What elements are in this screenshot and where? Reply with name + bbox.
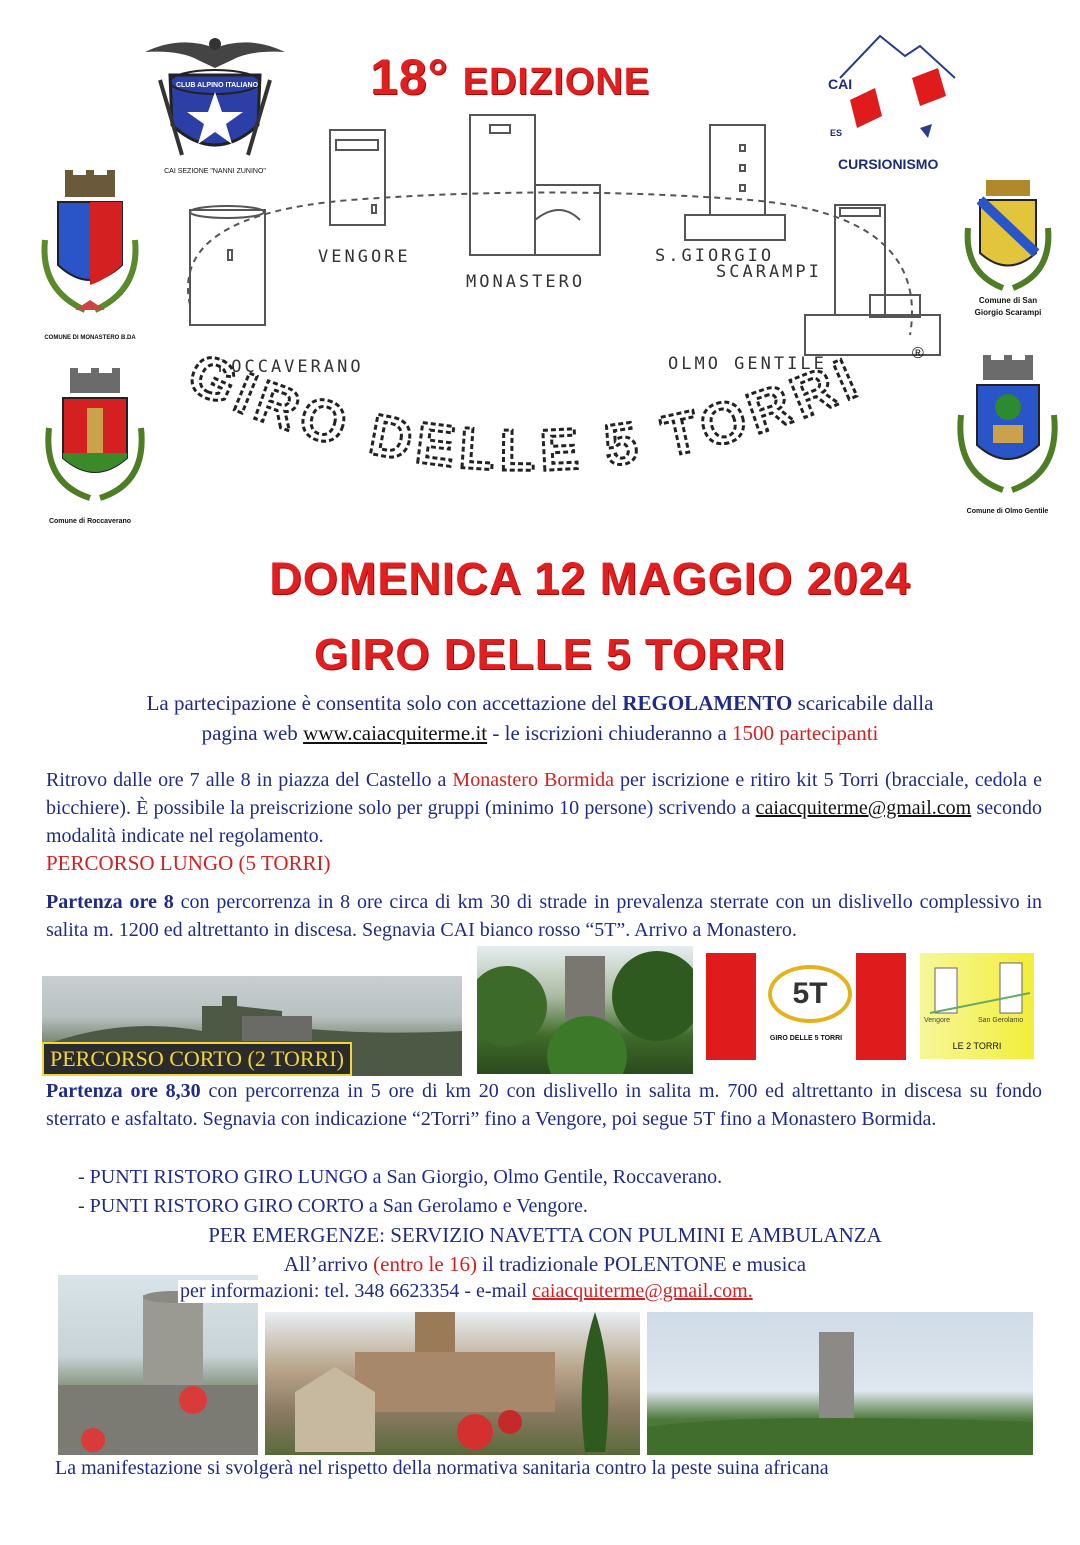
tower-label-vengore: VENGORE [318,247,411,267]
sign-le-2-torri: LE 2 TORRI [952,1041,1002,1051]
crest-olmo-gentile [945,355,1070,525]
es-label: ES [830,128,843,138]
participants-limit: 1500 partecipanti [732,721,879,745]
sign-5t [706,953,906,1060]
lungo-start-time: Partenza ore 8 [46,891,174,913]
intro-web-text: pagina web [201,721,304,745]
email-link[interactable]: caiacquiterme@gmail.com [755,797,972,819]
square-tower-icon [647,1312,1033,1455]
crest-san-giorgio-caption-2: Giorgio Scarampi [974,308,1042,317]
arc-title [150,340,950,540]
sign-san-gerolamo: San Gerolamo [978,1017,1024,1024]
intro-closing-text: - le iscrizioni chiuderanno a [487,721,733,745]
tower-label-monastero: MONASTERO [466,272,586,292]
sign-2-torri [920,953,1034,1059]
edition-word: EDIZIONE [462,61,651,103]
cai-label: CAI [828,76,853,92]
contact-email-link[interactable]: caiacquiterme@gmail.com. [532,1280,753,1302]
coat-of-arms-icon [958,178,1058,296]
arrival-notice [0,1252,1080,1277]
website-link[interactable]: www.caiacquiterme.it [303,721,488,745]
ritrovo-text: Ritrovo dalle ore 7 alle 8 in piazza del Castello a [46,769,453,791]
tower-label-s-giorgio: S.GIORGIO [655,246,775,266]
crest-monastero-caption: COMUNE DI MONASTERO B.DA [44,335,136,341]
tower-label-roccaverano: ROCCAVERANO [218,357,364,377]
percorso-lungo-heading: PERCORSO LUNGO (5 TORRI) [46,851,331,875]
escursionismo-label: CURSIONISMO [838,156,939,172]
logo-5t: 5T [768,965,852,1023]
tower-label-scarampi: SCARAMPI [716,262,822,282]
intro-line-2 [0,718,1080,748]
crest-roccaverano [35,368,155,538]
intro-line-1 [0,688,1080,718]
arrival-text-2: il tradizionale POLENTONE e musica [476,1252,807,1276]
crest-olmo-gentile-caption: Comune di Olmo Gentile [966,508,1049,515]
cai-emblem-text: CLUB ALPINO ITALIANO [175,82,259,89]
photo-castle-landscape [42,976,462,1076]
ritrovo-text-3: secondo modalità indicate nel regolamento. [46,797,1042,847]
intro-text-end: scaricabile dalla [792,691,934,715]
edition-title [370,48,650,106]
emergency-notice: PER EMERGENZE: SERVIZIO NAVETTA CON PULMINI E AMBULANZA [208,1223,882,1247]
intro-text: La partecipazione è consentita solo con accettazione del [146,691,623,715]
arrival-text: All’arrivo [283,1252,374,1276]
tower-trees-icon [477,946,693,1074]
logo-5t-caption: GIRO DELLE 5 TORRI [769,1035,843,1042]
ritrovo-text-2: per iscrizione e ritiro kit 5 Torri (bracciale, cedola e bicchiere). È possibile la preiscrizione solo per gruppi (minimo 10 persone) scrivendo a [46,769,1042,819]
two-towers-icon [920,953,1034,1023]
registered-mark: ® [912,345,924,362]
sign-vengore: Vengore [924,1017,951,1024]
photo-vengore-tower [647,1312,1033,1455]
crest-san-giorgio-caption-1: Comune di San [978,296,1038,305]
event-date: DOMENICA 12 MAGGIO 2024 [269,553,911,604]
contact-info [178,1280,755,1303]
village-icon [265,1312,640,1455]
ristoro-lungo: - PUNTI RISTORO GIRO LUNGO a San Giorgio, Olmo Gentile, Roccaverano. [78,1166,723,1188]
footer-notice: La manifestazione si svolgerà nel rispetto della normativa sanitaria contro la peste suina africana [55,1457,829,1479]
contact-text: per informazioni: tel. 348 6623354 - e-mail [180,1280,533,1302]
crest-roccaverano-caption: Comune di Roccaverano [48,518,132,525]
ritrovo-location: Monastero Bormida [452,769,614,791]
edition-number: 18° [370,49,449,105]
svg-text:GIRO DELLE 5 TORRI [179,340,871,483]
coat-of-arms-icon [35,368,155,508]
coat-of-arms-icon [945,355,1070,500]
arrival-time: (entro le 16) [373,1252,477,1276]
corto-start-time: Partenza ore 8,30 [46,1080,201,1102]
percorso-corto-heading: PERCORSO CORTO (2 TORRI) [42,1042,352,1076]
crest-san-giorgio [958,178,1058,328]
arc-title-text: GIRO DELLE 5 TORRI [178,340,872,484]
sign-red-band-left [706,953,756,1060]
cai-section-caption: CAI SEZIONE "NANNI ZUNINO" [164,168,266,175]
photo-tower-trees [477,946,693,1074]
corto-description: con percorrenza in 5 ore di km 20 con dislivello in salita m. 700 ed altrettanto in discesa su fondo sterrato e asfaltato. Segnavia con indicazione “2Torri” fino a Vengore, poi segue 5T fino a Monastero Bormida. [46,1080,1043,1130]
lungo-description: con percorrenza in 8 ore circa di km 30 di strade in prevalenza sterrate con un dislivello complessivo in salita m. 1200 ed altrettanto in discesa. Segnavia CAI bianco rosso “5T”. Arrivo a Monastero. [46,891,1043,941]
percorso-lungo-paragraph [46,888,1042,944]
ritrovo-paragraph [46,766,1042,850]
ristoro-corto: - PUNTI RISTORO GIRO CORTO a San Gerolamo e Vengore. [78,1195,588,1217]
crest-monastero [30,170,150,350]
sign-red-band-right [856,953,906,1060]
tower-label-olmo-gentile: OLMO GENTILE [668,354,827,374]
photo-monastero-village [265,1312,640,1455]
event-title: GIRO DELLE 5 TORRI [314,630,786,679]
regolamento-text: REGOLAMENTO [622,691,793,715]
intro-paragraph [0,688,1080,748]
coat-of-arms-icon [30,170,150,330]
percorso-corto-paragraph [46,1077,1042,1133]
